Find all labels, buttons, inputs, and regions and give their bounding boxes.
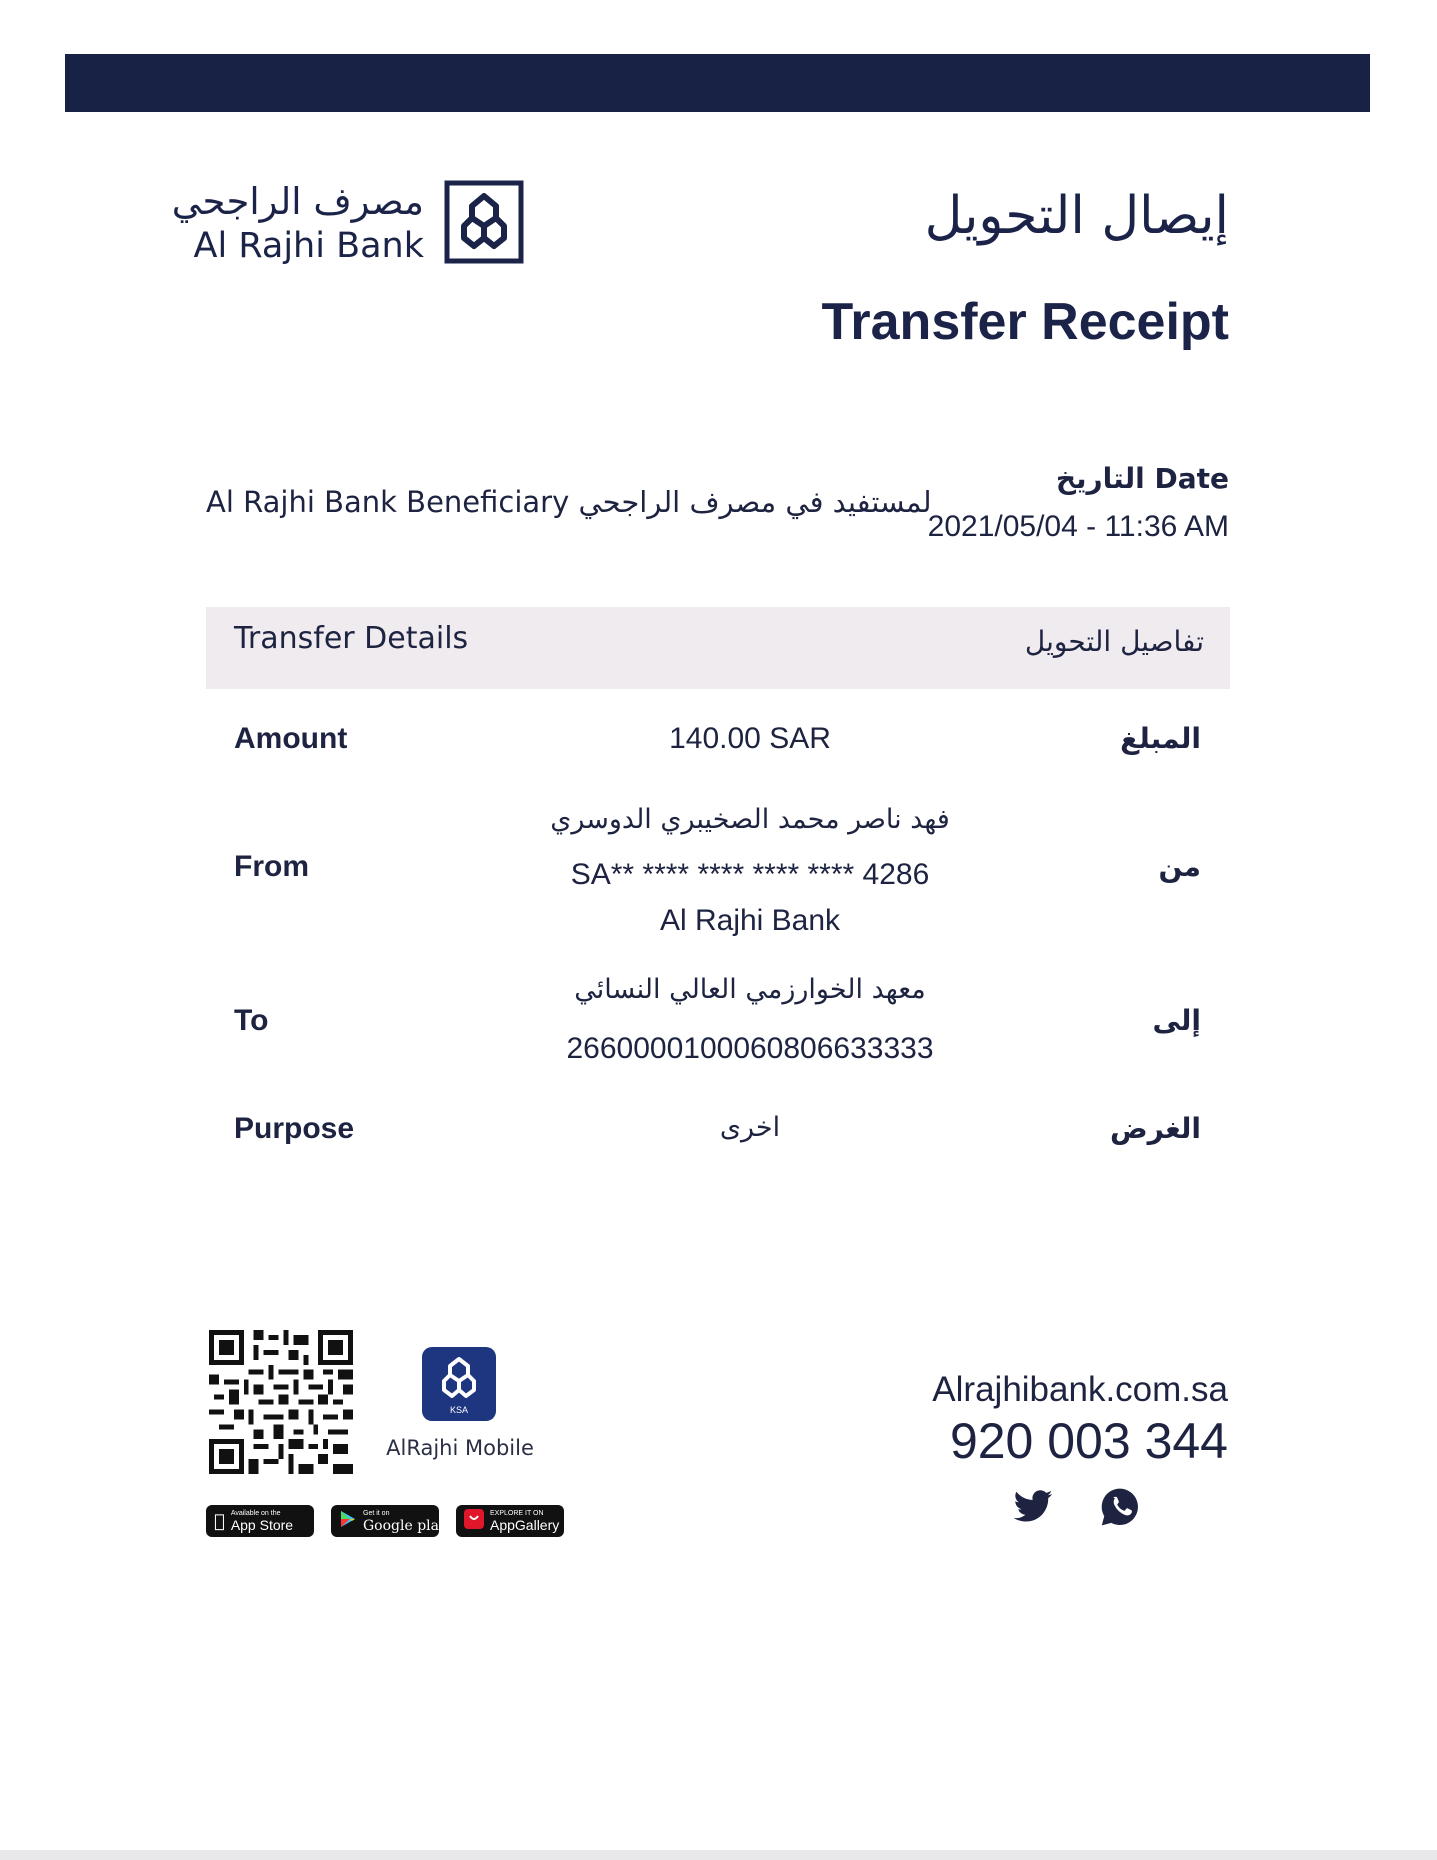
app-icon-label: KSA (449, 1405, 469, 1415)
alrajhi-mobile-app-icon[interactable] (422, 1347, 496, 1421)
transfer-details-header (206, 607, 1230, 689)
appgallery-big: AppGallery (490, 1517, 560, 1533)
google-play-big: Google play (363, 1517, 447, 1534)
appgallery-badge[interactable] (456, 1505, 564, 1537)
date-value: 2021/05/04 - 11:36 AM (927, 510, 1229, 543)
title-ar: إيصال التحويل (924, 186, 1229, 246)
details-header-en: Transfer Details (234, 621, 469, 656)
google-play-icon (339, 1510, 357, 1533)
page-title: Transfer Receipt (821, 293, 1229, 351)
from-bank: Al Rajhi Bank (659, 904, 841, 937)
beneficiary-type: Al Rajhi Bank Beneficiary لمستفيد في مصرف الراجحي (206, 485, 932, 519)
twitter-icon[interactable] (1012, 1486, 1054, 1528)
website-link[interactable]: Alrajhibank.com.sa (932, 1370, 1228, 1409)
header-bar (65, 54, 1370, 112)
from-label-ar: من (1158, 850, 1201, 883)
appgallery-small: EXPLORE IT ON (490, 1510, 544, 1517)
apple-icon (214, 1511, 225, 1532)
amount-label: Amount (234, 722, 348, 755)
app-logo-icon (422, 1347, 496, 1421)
logo-name-en: Al Rajhi Bank (193, 226, 424, 266)
huawei-icon (464, 1509, 484, 1534)
bank-logo (171, 180, 524, 268)
details-header-ar: تفاصيل التحويل (1024, 625, 1204, 658)
amount-label-ar: المبلغ (1120, 722, 1201, 755)
google-play-badge[interactable] (331, 1505, 447, 1537)
logo-name-ar: مصرف الراجحي (171, 180, 424, 223)
purpose-value: اخرى (719, 1112, 781, 1143)
app-name: AlRajhi Mobile (386, 1436, 534, 1460)
qr-code[interactable] (209, 1330, 353, 1474)
date-label: التاريخ Date (1055, 462, 1229, 495)
from-account: SA** **** **** **** **** 4286 (570, 858, 930, 891)
google-play-small: Get it on (363, 1509, 390, 1517)
page-edge (0, 1850, 1437, 1860)
purpose-label: Purpose (234, 1112, 355, 1145)
app-store-big: App Store (220, 1517, 283, 1533)
app-store-badge[interactable] (206, 1505, 314, 1537)
amount-value: 140.00 SAR (669, 722, 831, 755)
purpose-label-ar: الغرض (1110, 1112, 1201, 1145)
app-store-small: Available on the (220, 1510, 270, 1517)
to-name: معهد الخوارزمي العالي النسائي (574, 974, 926, 1005)
from-label: From (234, 850, 309, 883)
from-name: فهد ناصر محمد الصخيبري الدوسري (550, 804, 950, 835)
to-label-ar: إلى (1152, 1004, 1201, 1037)
to-label: To (234, 1004, 269, 1037)
bank-logo-icon (444, 180, 524, 264)
whatsapp-icon[interactable] (1099, 1486, 1141, 1528)
phone-number[interactable]: 920 003 344 (949, 1413, 1228, 1469)
to-account: 2660000100060806633333 (566, 1032, 934, 1065)
